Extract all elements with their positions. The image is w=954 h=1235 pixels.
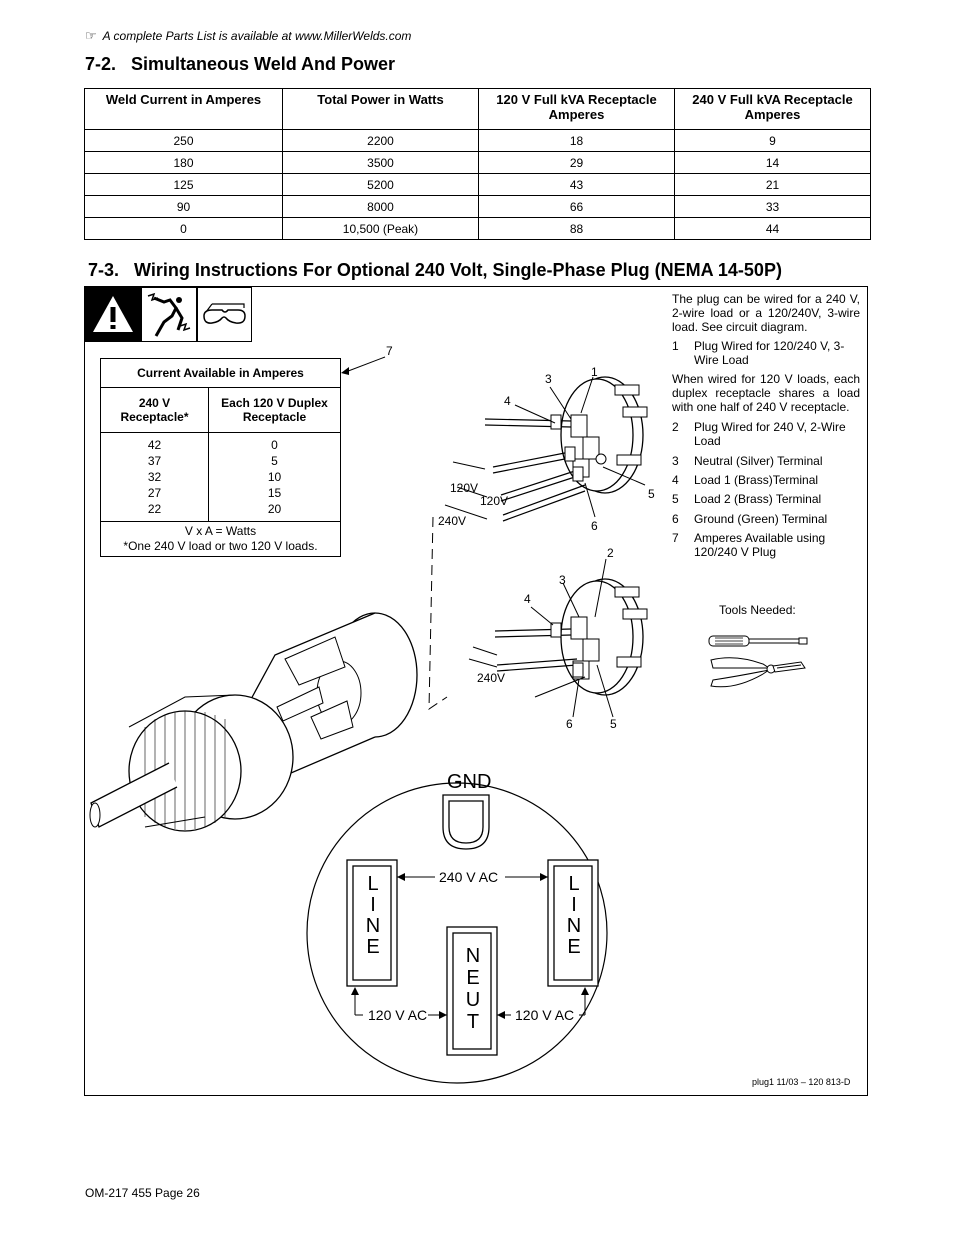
letter: T — [466, 1011, 480, 1033]
amps-value: 0 — [271, 438, 278, 452]
section-7-2-title: 7-2. Simultaneous Weld And Power — [85, 54, 396, 74]
voltage-label-240v-a: 240V — [438, 514, 467, 528]
column-header: 240 V Full kVA Receptacle Amperes — [675, 89, 871, 130]
parts-list-note-text: A complete Parts List is available at www.MillerWelds.com — [102, 29, 412, 43]
table-header-row — [85, 89, 871, 130]
tools-needed-label: Tools Needed: — [719, 603, 796, 617]
table-cell: 180 — [85, 152, 283, 174]
legend-item-5 — [672, 492, 860, 506]
legend-number: 3 — [672, 454, 679, 468]
simultaneous-weld-power-table — [84, 88, 871, 240]
plug-wiring-drawing — [85, 287, 665, 1095]
amps-value: 15 — [267, 486, 282, 500]
table-cell: 2200 — [283, 130, 479, 152]
amps-value: 32 — [147, 470, 162, 484]
letter: E — [466, 967, 480, 989]
table-cell: 33 — [675, 196, 871, 218]
letter: N — [465, 945, 481, 967]
table-cell: 88 — [479, 218, 675, 240]
legend-item-6 — [672, 512, 860, 526]
legend-number: 4 — [672, 473, 679, 487]
legend-text: Amperes Available using 120/240 V Plug — [694, 531, 826, 559]
240v-ac-label: 240 V AC — [439, 869, 499, 885]
voltage-label-120v-a: 120V — [450, 481, 479, 495]
legend-item-3 — [672, 454, 860, 468]
callout-1: 1 — [591, 365, 598, 379]
letter: L — [568, 873, 580, 895]
legend-text: Ground (Green) Terminal — [694, 512, 828, 526]
column-header: Weld Current in Amperes — [85, 89, 283, 130]
callout-4: 4 — [504, 394, 511, 408]
amps-footnote: *One 240 V load or two 120 V loads. — [123, 539, 318, 553]
amps-table-title: Current Available in Amperes — [101, 359, 341, 388]
plug-face-240 — [495, 579, 647, 697]
table-row — [85, 218, 871, 240]
amps-value: 27 — [147, 486, 162, 500]
wire-cutter-icon — [711, 658, 805, 687]
amps-value: 10 — [267, 470, 282, 484]
screwdriver-icon — [709, 636, 807, 646]
amps-value: 22 — [147, 502, 162, 516]
legend-item-2 — [672, 420, 860, 448]
amps-value: 42 — [147, 438, 162, 452]
line-left-label — [362, 874, 384, 958]
table-row — [85, 152, 871, 174]
neutral-label — [462, 945, 484, 1033]
parts-list-note — [85, 28, 411, 44]
drawing-id: plug1 11/03 – 120 813-D — [752, 1077, 851, 1087]
amps-col-120v: Each 120 V Duplex Receptacle — [209, 388, 341, 433]
table-cell: 43 — [479, 174, 675, 196]
callout-7: 7 — [386, 344, 393, 358]
amps-value: 37 — [147, 454, 162, 468]
table-cell: 125 — [85, 174, 283, 196]
legend-number: 6 — [672, 512, 679, 526]
line-right-label — [563, 874, 585, 958]
legend-note: When wired for 120 V loads, each duplex receptacle shares a load with one half of 240 V receptacle. — [672, 372, 860, 414]
table-row — [85, 196, 871, 218]
legend-text: Load 2 (Brass) Terminal — [694, 492, 822, 506]
legend-item-4 — [672, 473, 860, 487]
legend-item-1 — [672, 339, 860, 367]
callout-6: 6 — [591, 519, 598, 533]
legend-number: 5 — [672, 492, 679, 506]
page-footer: OM-217 455 Page 26 — [85, 1186, 200, 1200]
legend-text: Plug Wired for 120/240 V, 3-Wire Load — [694, 339, 845, 367]
legend-text: Plug Wired for 240 V, 2-Wire Load — [694, 420, 846, 448]
letter: U — [465, 989, 481, 1011]
voltage-label-240v-b: 240V — [477, 671, 506, 685]
table-row — [85, 174, 871, 196]
legend-number: 2 — [672, 420, 679, 434]
table-cell: 14 — [675, 152, 871, 174]
ground-slot-icon — [443, 795, 489, 849]
callout-3: 3 — [545, 372, 552, 386]
plug-body-illustration — [90, 613, 417, 831]
letter: E — [366, 936, 380, 958]
table-cell: 10,500 (Peak) — [283, 218, 479, 240]
amps-value: 5 — [271, 454, 278, 468]
amps-value: 20 — [267, 502, 282, 516]
legend-number: 1 — [672, 339, 679, 353]
table-cell: 3500 — [283, 152, 479, 174]
legend-text: Neutral (Silver) Terminal — [694, 454, 823, 468]
letter: I — [370, 894, 376, 916]
column-header: 120 V Full kVA Receptacle Amperes — [479, 89, 675, 130]
table-cell: 21 — [675, 174, 871, 196]
table-cell: 29 — [479, 152, 675, 174]
column-header: Total Power in Watts — [283, 89, 479, 130]
table-cell: 5200 — [283, 174, 479, 196]
table-cell: 250 — [85, 130, 283, 152]
table-cell: 44 — [675, 218, 871, 240]
letter: E — [567, 936, 581, 958]
table-cell: 8000 — [283, 196, 479, 218]
callout-5b: 5 — [610, 717, 617, 731]
callout-2: 2 — [607, 546, 614, 560]
gnd-label: GND — [447, 771, 492, 793]
table-cell: 90 — [85, 196, 283, 218]
callout-4b: 4 — [524, 592, 531, 606]
120v-ac-left-label: 120 V AC — [368, 1007, 428, 1023]
table-cell: 0 — [85, 218, 283, 240]
amps-formula: V x A = Watts — [184, 524, 257, 538]
letter: I — [571, 894, 577, 916]
letter: N — [566, 915, 582, 937]
legend-item-7 — [672, 531, 860, 559]
pointing-hand-icon: ☞ — [85, 28, 97, 43]
letter: N — [365, 915, 381, 937]
table-cell: 18 — [479, 130, 675, 152]
120v-ac-right-label: 120 V AC — [515, 1007, 575, 1023]
section-7-3-title: 7-3. Wiring Instructions For Optional 240 Volt, Single-Phase Plug (NEMA 14-50P) — [88, 260, 782, 280]
table-cell: 9 — [675, 130, 871, 152]
amps-col-240v: 240 V Receptacle* — [101, 388, 209, 433]
callout-3b: 3 — [559, 573, 566, 587]
callout-6b: 6 — [566, 717, 573, 731]
tools-illustration — [705, 628, 815, 698]
circuit-diagram — [307, 783, 607, 1083]
table-row — [85, 130, 871, 152]
intro-text: The plug can be wired for a 240 V, 2-wire load or a 120/240V, 3-wire load. See circuit diagram. — [672, 292, 860, 334]
legend-text: Load 1 (Brass)Terminal — [694, 473, 819, 487]
letter: L — [367, 873, 379, 895]
voltage-label-120v-b: 120V — [480, 494, 509, 508]
legend-number: 7 — [672, 531, 679, 545]
callout-5: 5 — [648, 487, 655, 501]
table-cell: 66 — [479, 196, 675, 218]
callout-7-leader — [343, 357, 385, 373]
